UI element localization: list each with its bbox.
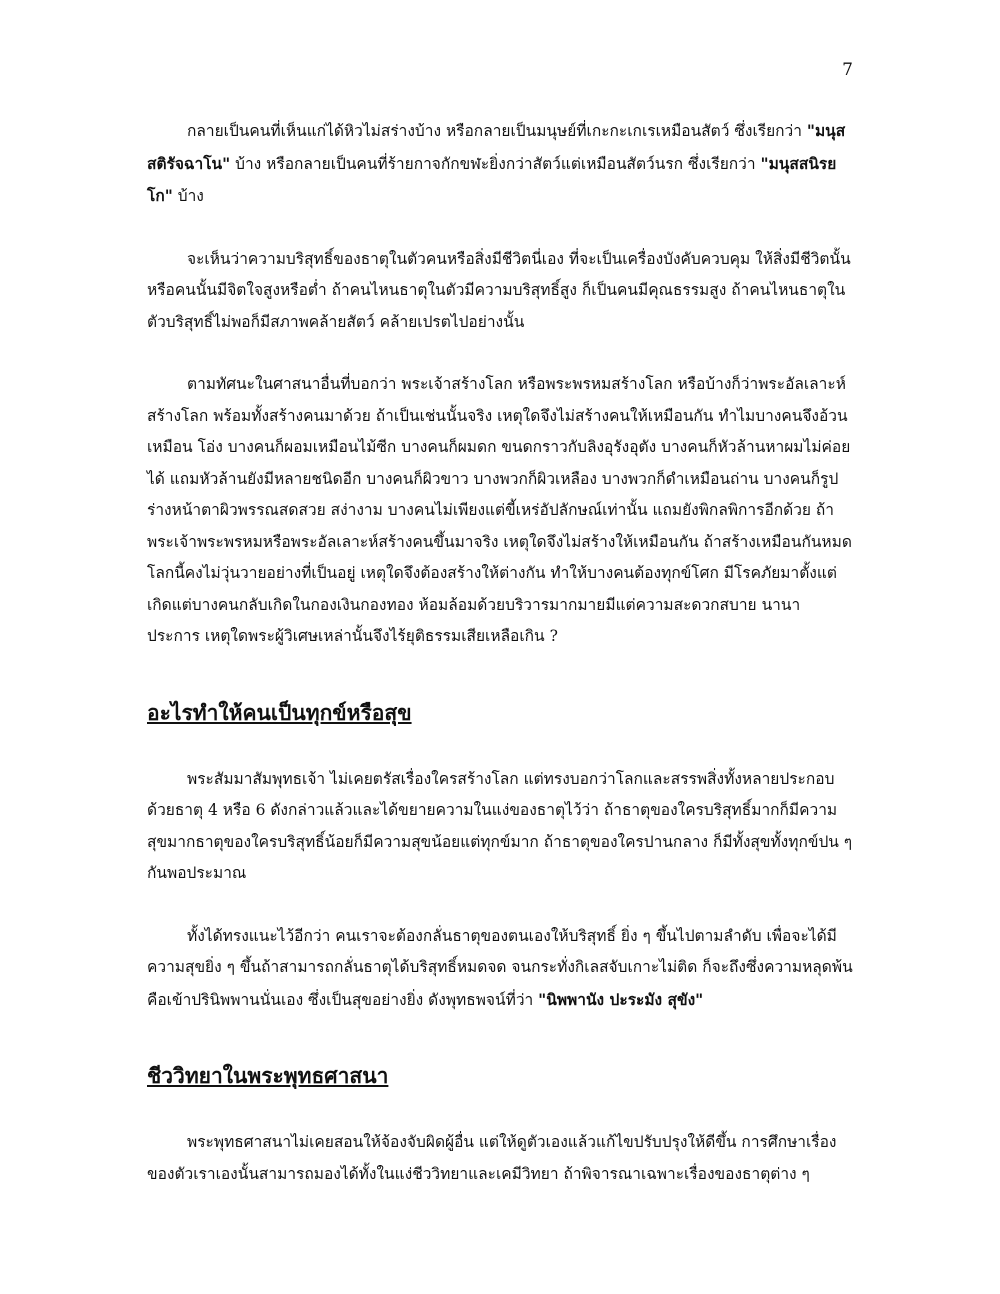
term-manussa-tiracchano: "มนุสสติรัจฉาโน" <box>147 121 846 173</box>
paragraph-4: พระสัมมาสัมพุทธเจ้า ไม่เคยตรัสเรื่องใครสร้างโลก แต่ทรงบอกว่าโลกและสรรพสิ่งทั้งหลายประกอบด้วยธาตุ 4 หรือ 6 ดังกล่าวแล้วและได้ขยายความในแง่ของธาตุไว้ว่า ถ้าธาตุของใครบริสุทธิ์มากก็มีความสุขมากธาตุของใครบริสุทธิ์น้อยก็มีความสุขน้อยแต่ทุกข์มาก ถ้าธาตุของใครปานกลาง ก็มีทั้งสุขทั้งทุกข์ปน ๆ กันพอประมาณ <box>147 769 853 882</box>
document-body <box>147 115 853 1190</box>
section-heading-biology-buddhism: ชีววิทยาในพระพุทธศาสนา <box>147 1063 389 1088</box>
quote-nibbana: "นิพพานัง ปะระมัง สุขัง" <box>538 989 704 1009</box>
paragraph-1-text-3: บ้าง <box>172 187 204 205</box>
paragraph-2: จะเห็นว่าความบริสุทธิ์ของธาตุในตัวคนหรือสิ่งมีชีวิตนี่เอง ที่จะเป็นเครื่องบังคับควบคุม ให้สิ่งมีชีวิตนั้นหรือคนนั้นมีจิตใจสูงหรือต่ำ ถ้าคนไหนธาตุในตัวมีความบริสุทธิ์สูง ก็เป็นคนมีคุณธรรมสูง ถ้าคนไหนธาตุในตัวบริสุทธิ์ไม่พอก็มีสภาพคล้ายสัตว์ คล้ายเปรตไปอย่างนั้น <box>147 249 851 331</box>
page-number: 7 <box>842 60 853 80</box>
paragraph-6: พระพุทธศาสนาไม่เคยสอนให้จ้องจับผิดผู้อื่น แต่ให้ดูตัวเองแล้วแก้ไขปรับปรุงให้ดีขึ้น การศึกษาเรื่องของตัวเราเองนั้นสามารถมองได้ทั้งในแง่ชีววิทยาและเคมีวิทยา ถ้าพิจารณาเฉพาะเรื่องของธาตุต่าง ๆ <box>147 1133 837 1183</box>
paragraph-1 <box>147 115 853 213</box>
paragraph-3: ตามทัศนะในศาสนาอื่นที่บอกว่า พระเจ้าสร้างโลก หรือพระพรหมสร้างโลก หรือบ้างก็ว่าพระอัลเลาะห์สร้างโลก พร้อมทั้งสร้างคนมาด้วย ถ้าเป็นเช่นนั้นจริง เหตุใดจึงไม่สร้างคนให้เหมือนกัน ทำไมบางคนจึงอ้วนเหมือน โอ่ง บางคนก็ผอมเหมือนไม้ซีก บางคนก็ผมดก ขนดกราวกับลิงอุรังอุตัง บางคนก็หัวล้านหาผมไม่ค่อยได้ แถมหัวล้านยังมีหลายชนิดอีก บางคนก็ผิวขาว บางพวกก็ผิวเหลือง บางพวกก็ดำเหมือนถ่าน บางคนก็รูปร่างหน้าตาผิวพรรณสดสวย สง่างาม บางคนไม่เพียงแต่ขี้เหร่อัปลักษณ์เท่านั้น แถมยังพิกลพิการอีกด้วย ถ้าพระเจ้าพระพรหมหรือพระอัลเลาะห์สร้างคนขึ้นมาจริง เหตุใดจึงไม่สร้างให้เหมือนกัน ถ้าสร้างเหมือนกันหมด โลกนี้คงไม่วุ่นวายอย่างที่เป็นอยู่ เหตุใดจึงต้องสร้างให้ต่างกัน ทำให้บางคนต้องทุกข์โศก มีโรคภัยมาตั้งแต่เกิดแต่บางคนกลับเกิดในกองเงินกองทอง ห้อมล้อมด้วยบริวารมากมายมีแต่ความสะดวกสบาย นานาประการ เหตุใดพระผู้วิเศษเหล่านั้นจึงไร้ยุติธรรมเสียเหลือเกิน ? <box>147 375 852 645</box>
term-manussa-nirayako: "มนุสสนิรยโก" <box>147 153 837 205</box>
paragraph-1-text-1: กลายเป็นคนที่เห็นแก่ได้หิวไม่สร่างบ้าง หรือกลายเป็นมนุษย์ที่เกะกะเกเรเหมือนสัตว์ ซึ่งเรียกว่า <box>187 122 807 140</box>
section-heading-suffering-happiness: อะไรทำให้คนเป็นทุกข์หรือสุข <box>147 699 412 725</box>
paragraph-5-text: ทั้งได้ทรงแนะไว้อีกว่า คนเราจะต้องกลั่นธาตุของตนเองให้บริสุทธิ์ ยิ่ง ๆ ขึ้นไปตามลำดับ เพื่อจะได้มีความสุขยิ่ง ๆ ขึ้นถ้าสามารถกลั่นธาตุได้บริสุทธิ์หมดจด จนกระทั่งกิเลสจับเกาะไม่ติด ก็จะถึงซึ่งความหลุดพ้นคือเข้าปรินิพพานนั่นเอง ซึ่งเป็นสุขอย่างยิ่ง ดังพุทธพจน์ที่ว่า <box>147 926 853 1009</box>
paragraph-5 <box>147 921 853 1017</box>
paragraph-1-text-2: บ้าง หรือกลายเป็นคนที่ร้ายกาจกักขฬะยิ่งกว่าสัตว์แต่เหมือนสัตว์นรก ซึ่งเรียกว่า <box>230 154 761 173</box>
